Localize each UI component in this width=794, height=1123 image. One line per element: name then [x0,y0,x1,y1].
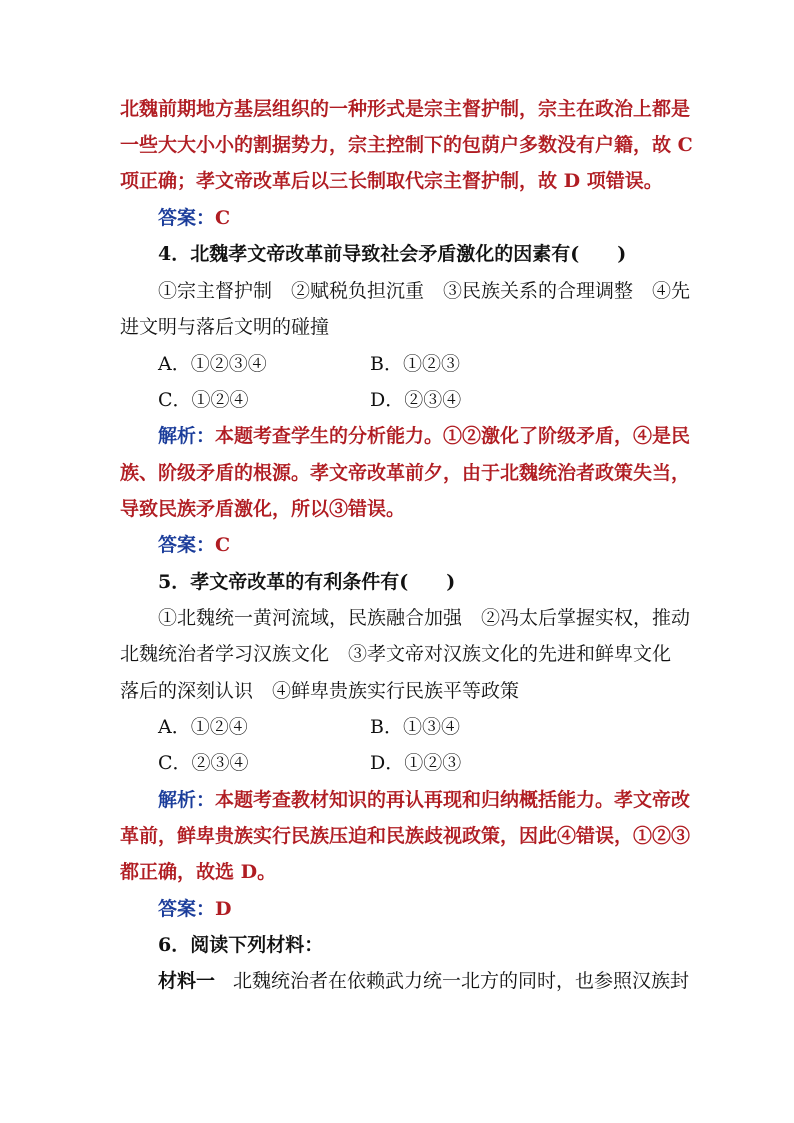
q4-items-line-1: ①宗主督护制 ②赋税负担沉重 ③民族关系的合理调整 ④先 [158,280,691,302]
answer-value: D [215,898,232,920]
answer-label: 答案： [158,534,216,556]
q4-option-c: C．①②④ [158,389,249,411]
q5-items-line-3: 落后的深刻认识 ④鲜卑贵族实行民族平等政策 [120,680,520,702]
q5-option-a: A．①②④ [158,716,248,738]
q4-analysis-line-3: 导致民族矛盾激化，所以③错误。 [120,498,406,520]
analysis-label: 解析： [158,789,216,811]
answer-label: 答案： [158,207,216,229]
q4-option-d: D．②③④ [370,389,462,411]
q4-answer [158,533,230,557]
analysis-label: 解析： [158,425,216,447]
answer-label: 答案： [158,898,216,920]
q4-stem: 4．北魏孝文帝改革前导致社会矛盾激化的因素有( ) [158,243,627,265]
q5-analysis-line-2: 革前，鲜卑贵族实行民族压迫和民族歧视政策，因此④错误，①②③ [120,825,691,847]
q6-material-line [158,969,689,993]
q5-analysis-line-3: 都正确，故选 D。 [120,861,277,883]
answer-value: C [215,207,231,229]
q5-analysis-line-1: 解析：本题考查教材知识的再认再现和归纳概括能力。孝文帝改 [158,789,691,811]
q5-option-b: B．①③④ [370,716,460,738]
answer-value: C [215,534,231,556]
material-text: 北魏统治者在依赖武力统一北方的同时，也参照汉族封 [233,970,690,992]
q3-answer [158,206,230,230]
q6-stem: 6．阅读下列材料： [158,934,324,956]
q4-items-line-2: 进文明与落后文明的碰撞 [120,316,330,338]
q5-answer [158,897,232,921]
q4-analysis-line-1: 解析：本题考查学生的分析能力。①②激化了阶级矛盾，④是民 [158,425,691,447]
material-label: 材料一 [158,970,216,992]
q5-items-line-2: 北魏统治者学习汉族文化 ③孝文帝对汉族文化的先进和鲜卑文化 [120,643,672,665]
q5-option-d: D．①②③ [370,752,462,774]
q4-analysis-line-2: 族、阶级矛盾的根源。孝文帝改革前夕，由于北魏统治者政策失当， [120,462,691,484]
explanation-line-2: 一些大大小小的割据势力，宗主控制下的包荫户多数没有户籍，故 C [120,134,693,156]
q4-option-b: B．①②③ [370,353,460,375]
explanation-line-1: 北魏前期地方基层组织的一种形式是宗主督护制，宗主在政治上都是 [120,98,691,120]
q4-option-a: A．①②③④ [158,353,267,375]
q5-option-c: C．②③④ [158,752,249,774]
q5-stem: 5．孝文帝改革的有利条件有( ) [158,571,456,593]
q5-items-line-1: ①北魏统一黄河流域，民族融合加强 ②冯太后掌握实权，推动 [158,607,691,629]
explanation-line-3: 项正确；孝文帝改革后以三长制取代宗主督护制，故 D 项错误。 [120,170,663,192]
